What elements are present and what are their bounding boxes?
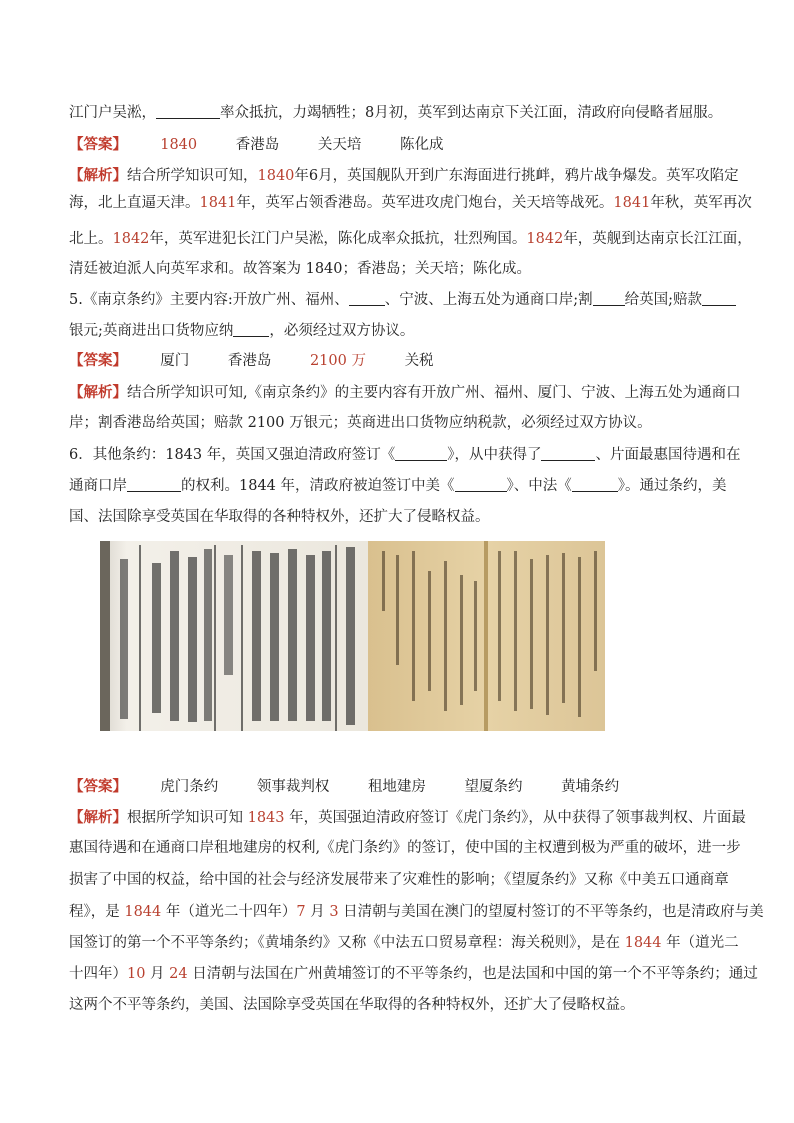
q6-analysis-line-6: 十四年）10 月 24 日清朝与法国在广州黄埔签订的不平等条约，也是法国和中国的第一个不平等条约；通过	[69, 966, 758, 982]
q5-question-line-2: 银元;英商进出口货物应纳 ，必须经过双方协议。	[69, 323, 415, 339]
answer-item: 租地建房	[367, 779, 426, 795]
q6-analysis-line-2: 惠国待遇和在通商口岸租地建房的权利,《虎门条约》的签订，使中国的主权遭到极为严重的破坏，进一步	[69, 840, 741, 856]
blank	[233, 322, 269, 337]
treaty-document-photo	[100, 541, 605, 731]
answer-item: 关税	[404, 353, 434, 369]
q6-analysis-line-4: 程》，是 1844 年（道光二十四年）7 月 3 日清朝与美国在澳门的望厦村签订的不平等条约，也是清政府与美	[69, 904, 764, 920]
q4-analysis-line-4: 清廷被迫派人向英军求和。故答案为 1840；香港岛；关天培；陈化成。	[69, 261, 532, 277]
analysis-tag: 【解析】	[69, 168, 127, 184]
q6-analysis-line-1: 【解析】根据所学知识可知 1843 年，英国强迫清政府签订《虎门条约》，从中获得了领事裁判权、片面最	[69, 810, 746, 826]
answer-item: 黄埔条约	[561, 779, 620, 795]
blank	[702, 291, 736, 306]
q6-analysis-line-3: 损害了中国的权益，给中国的社会与经济发展带来了灾难性的影响；《望厦条约》又称《中美五口通商章	[69, 872, 729, 888]
q4-answer-line	[69, 135, 477, 155]
answer-item: 关天培	[317, 137, 362, 153]
blank	[127, 477, 181, 492]
answer-item: 2100 万	[309, 353, 366, 369]
q5-question-line-1: 5.《南京条约》主要内容:开放广州、福州、 、宁波、上海五处为通商口岸;割 给英国;赔款	[69, 290, 736, 310]
answer-tag: 【答案】	[69, 779, 127, 795]
analysis-tag: 【解析】	[69, 810, 127, 826]
answer-tag: 【答案】	[69, 137, 127, 153]
answer-item: 陈化成	[399, 137, 444, 153]
blank	[541, 446, 595, 461]
answer-item: 香港岛	[227, 353, 272, 369]
answer-item: 领事裁判权	[256, 779, 330, 795]
blank	[593, 291, 625, 306]
q6-analysis-line-7: 这两个不平等条约，美国、法国除享受英国在华取得的各种特权外，还扩大了侵略权益。	[69, 997, 635, 1013]
q6-analysis-line-5: 国签订的第一个不平等条约；《黄埔条约》又称《中法五口贸易章程：海关税则》，是在 1844 年（道光二	[69, 935, 739, 951]
q6-question-line-3: 国、法国除享受英国在华取得的各种特权外，还扩大了侵略权益。	[69, 509, 490, 525]
blank	[572, 477, 618, 492]
blank	[156, 104, 220, 119]
q6-question-line-1: 6．其他条约：1843 年，英国又强迫清政府签订《 》，从中获得了 、片面最惠国待遇和在	[69, 447, 741, 463]
q6-answer-line	[69, 777, 653, 797]
answer-item: 香港岛	[235, 137, 280, 153]
treaty-document-image	[100, 541, 605, 731]
q4-question-line: 江门户吴淞， 率众抵抗，力竭牺牲；8月初，英军到达南京下关江面，清政府向侵略者屈服。	[69, 105, 723, 121]
analysis-tag: 【解析】	[69, 385, 127, 401]
q4-analysis-line-3: 北上。1842年，英军进犯长江门户吴淞，陈化成率众抵抗，壮烈殉国。1842年，英舰到达南京长江江面，	[69, 231, 752, 247]
answer-item: 厦门	[160, 353, 190, 369]
q5-answer-line	[69, 351, 468, 371]
q6-question-line-2: 通商口岸 的权利。1844 年，清政府被迫签订中美《 》、中法《 》。通过条约，美	[69, 478, 727, 494]
blank	[349, 291, 385, 306]
q5-analysis-line-1: 【解析】结合所学知识可知,《南京条约》的主要内容有开放广州、福州、厦门、宁波、上海五处为通商口	[69, 385, 741, 401]
answer-tag: 【答案】	[69, 353, 127, 369]
answer-item: 虎门条约	[160, 779, 219, 795]
q4-analysis-line-1: 【解析】结合所学知识可知，1840年6月，英国舰队开到广东海面进行挑衅，鸦片战争爆发。英军攻陷定	[69, 168, 739, 184]
answer-item: 望厦条约	[464, 779, 523, 795]
blank	[455, 477, 507, 492]
blank	[395, 446, 447, 461]
q5-analysis-line-2: 岸；割香港岛给英国；赔款 2100 万银元；英商进出口货物应纳税款，必须经过双方协议。	[69, 415, 652, 431]
answer-item: 1840	[160, 137, 198, 153]
q4-analysis-line-2: 海，北上直逼天津。1841年，英军占领香港岛。英军进攻虎门炮台，关天培等战死。1841年秋，英军再次	[69, 195, 752, 211]
